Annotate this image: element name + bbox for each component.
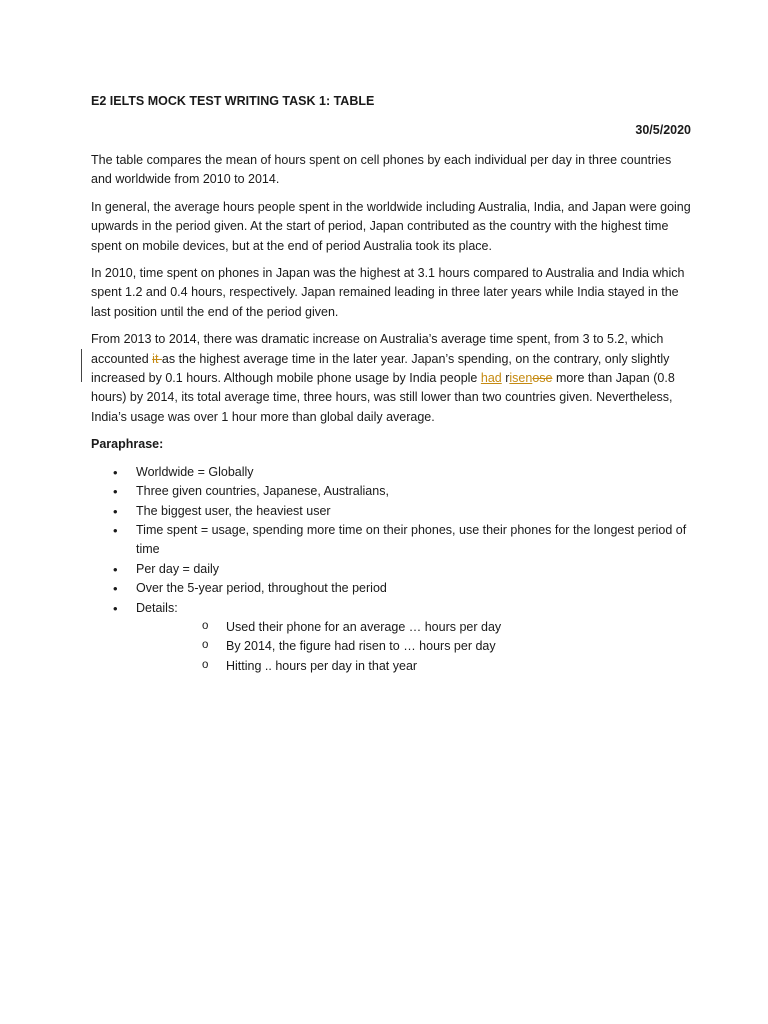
paraphrase-list bbox=[91, 463, 691, 676]
details-label: Details: bbox=[136, 600, 178, 615]
body2-text-1: From 2013 to 2014, there was dramatic increase on Australia’s average time spent, from 3 to 5.2, which accounted bbox=[91, 332, 664, 366]
inserted-text: isen bbox=[509, 371, 533, 386]
body-paragraph-1: In 2010, time spent on phones in Japan was the highest at 3.1 hours compared to Australia and India which spent 1.2 and 0.4 hours, respectively. Japan remained leading in three later years while India stayed in the last position until the end of the period given. bbox=[91, 266, 685, 319]
list-item: • Over the 5-year period, throughout the period bbox=[91, 579, 691, 598]
list-item-details bbox=[91, 599, 691, 677]
sub-list-item: o Used their phone for an average … hours per day bbox=[136, 618, 691, 637]
body2-text-2: as the highest average time in the later year. Japan’s spending, on the contrary, only slightly increased by 0.1 hours. Although mobile phone usage by India people bbox=[91, 351, 670, 386]
sub-list-item: o Hitting .. hours per day in that year bbox=[136, 657, 691, 676]
list-item: • Three given countries, Japanese, Australians, bbox=[91, 482, 691, 501]
details-sublist bbox=[136, 618, 691, 676]
paraphrase-heading: Paraphrase: bbox=[91, 437, 164, 452]
document-body bbox=[91, 151, 691, 676]
body2-text-4: more than Japan (0.8 hours) by 2014, its total average time, three hours, was still lower than two countries given. Nevertheless, India’s usage was over 1 hour more than global daily average. bbox=[91, 371, 675, 424]
body2-text-3: r bbox=[501, 371, 510, 386]
deleted-text: it bbox=[152, 351, 162, 366]
document-date: 30/5/2020 bbox=[635, 123, 691, 137]
list-item: • The biggest user, the heaviest user bbox=[91, 502, 691, 521]
sub-list-item: o By 2014, the figure had risen to … hours per day bbox=[136, 637, 691, 656]
track-change-bar bbox=[81, 349, 82, 382]
intro-paragraph: The table compares the mean of hours spent on cell phones by each individual per day in three countries and worldwide from 2010 to 2014. bbox=[91, 153, 672, 187]
list-item: • Worldwide = Globally bbox=[91, 463, 691, 482]
overview-paragraph: In general, the average hours people spent in the worldwide including Australia, India, and Japan were going upwards in the period given. At the start of period, Japan contributed as the country with the highest time spent on mobile devices, but at the end of period Australia took its place. bbox=[91, 199, 691, 253]
document-title: E2 IELTS MOCK TEST WRITING TASK 1: TABLE bbox=[91, 94, 375, 108]
list-item: • Time spent = usage, spending more time on their phones, use their phones for the longest period of time bbox=[91, 521, 691, 560]
body-paragraph-2 bbox=[91, 330, 691, 427]
deleted-text: ose bbox=[532, 371, 553, 386]
list-item: • Per day = daily bbox=[91, 560, 691, 579]
inserted-text: had bbox=[480, 371, 502, 386]
